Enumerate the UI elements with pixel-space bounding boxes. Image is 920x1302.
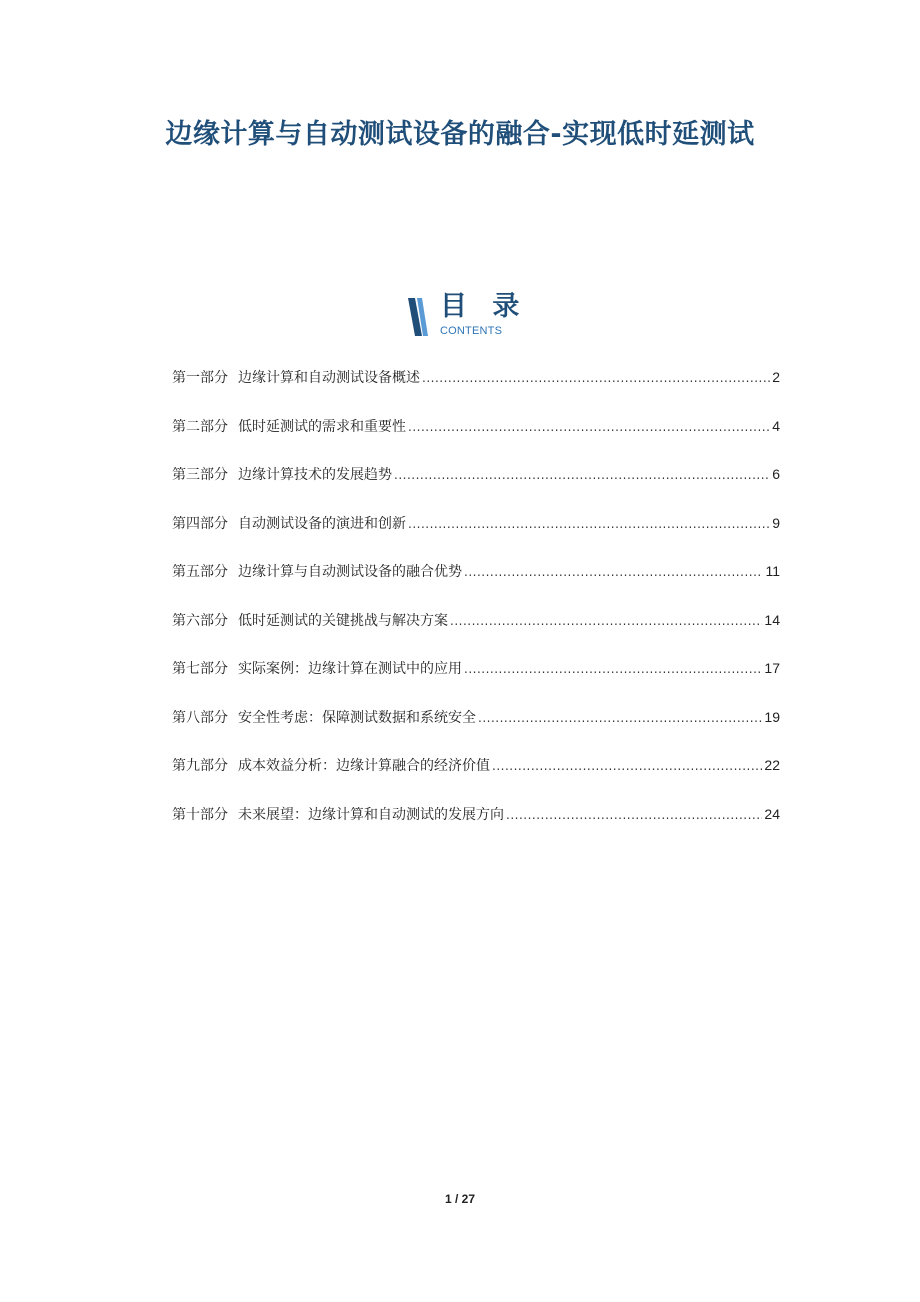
toc-leader-dots: [464, 654, 762, 684]
toc-entry-title: 低时延测试的关键挑战与解决方案: [238, 612, 448, 629]
toc-entry-title: 边缘计算技术的发展趋势: [238, 467, 392, 483]
toc-entry-page: 11: [765, 563, 780, 579]
toc-heading: [0, 292, 920, 342]
toc-entry-page: 14: [764, 611, 780, 628]
toc-entry-title: 自动测试设备的演进和创新: [238, 515, 406, 532]
toc-entry-title: 边缘计算与自动测试设备的融合优势: [238, 564, 462, 580]
toc-entry-part: 第九部分: [172, 758, 228, 774]
toc-entry-6[interactable]: [172, 605, 780, 654]
toc-entry-title: 低时延测试的需求和重要性: [238, 418, 406, 435]
toc-entry-part: 第十部分: [172, 806, 228, 823]
page-number: 1 / 27: [444, 1192, 476, 1206]
toc-heading-title: 目 录: [440, 291, 528, 322]
document-title: 边缘计算与自动测试设备的融合-实现低时延测试: [165, 119, 755, 150]
toc-leader-dots: [422, 363, 770, 393]
toc-entry-page: 4: [772, 417, 780, 434]
toc-leader-dots: [478, 703, 762, 733]
toc-entry-page: 9: [772, 514, 780, 531]
toc-leader-dots: [506, 800, 762, 830]
toc-entry-part: 第四部分: [172, 515, 228, 532]
toc-leader-dots: [450, 606, 762, 636]
toc-entry-title: 未来展望：边缘计算和自动测试的发展方向: [238, 806, 504, 823]
toc-entry-5[interactable]: [172, 556, 780, 605]
toc-entry-part: 第五部分: [172, 564, 228, 580]
toc-entry-page: 17: [764, 660, 780, 676]
toc-entry-page: 6: [772, 466, 780, 482]
toc-list: [172, 362, 780, 847]
toc-entry-part: 第六部分: [172, 612, 228, 629]
toc-entry-8[interactable]: [172, 702, 780, 751]
toc-entry-title: 安全性考虑：保障测试数据和系统安全: [238, 709, 476, 726]
toc-leader-dots: [408, 509, 770, 539]
toc-heading-subtitle: CONTENTS: [440, 325, 503, 337]
toc-leader-dots: [394, 460, 770, 490]
toc-entry-10[interactable]: [172, 799, 780, 848]
toc-entry-2[interactable]: [172, 411, 780, 460]
toc-entry-page: 19: [764, 708, 780, 725]
toc-entry-title: 成本效益分析：边缘计算融合的经济价值: [238, 758, 490, 774]
toc-entry-part: 第一部分: [172, 370, 228, 386]
toc-entry-9[interactable]: [172, 750, 780, 799]
toc-entry-page: 2: [772, 369, 780, 385]
toc-entry-4[interactable]: [172, 508, 780, 557]
toc-entry-3[interactable]: [172, 459, 780, 508]
toc-entry-part: 第二部分: [172, 418, 228, 435]
toc-entry-page: 22: [764, 757, 780, 773]
toc-entry-part: 第三部分: [172, 467, 228, 483]
toc-entry-part: 第七部分: [172, 661, 228, 677]
toc-entry-7[interactable]: [172, 653, 780, 702]
toc-leader-dots: [464, 557, 763, 587]
toc-book-icon: [406, 296, 430, 338]
toc-entry-page: 24: [764, 805, 780, 822]
toc-leader-dots: [408, 412, 770, 442]
toc-leader-dots: [492, 751, 762, 781]
toc-entry-title: 边缘计算和自动测试设备概述: [238, 370, 420, 386]
toc-entry-1[interactable]: [172, 362, 780, 411]
toc-entry-title: 实际案例：边缘计算在测试中的应用: [238, 661, 462, 677]
toc-entry-part: 第八部分: [172, 709, 228, 726]
